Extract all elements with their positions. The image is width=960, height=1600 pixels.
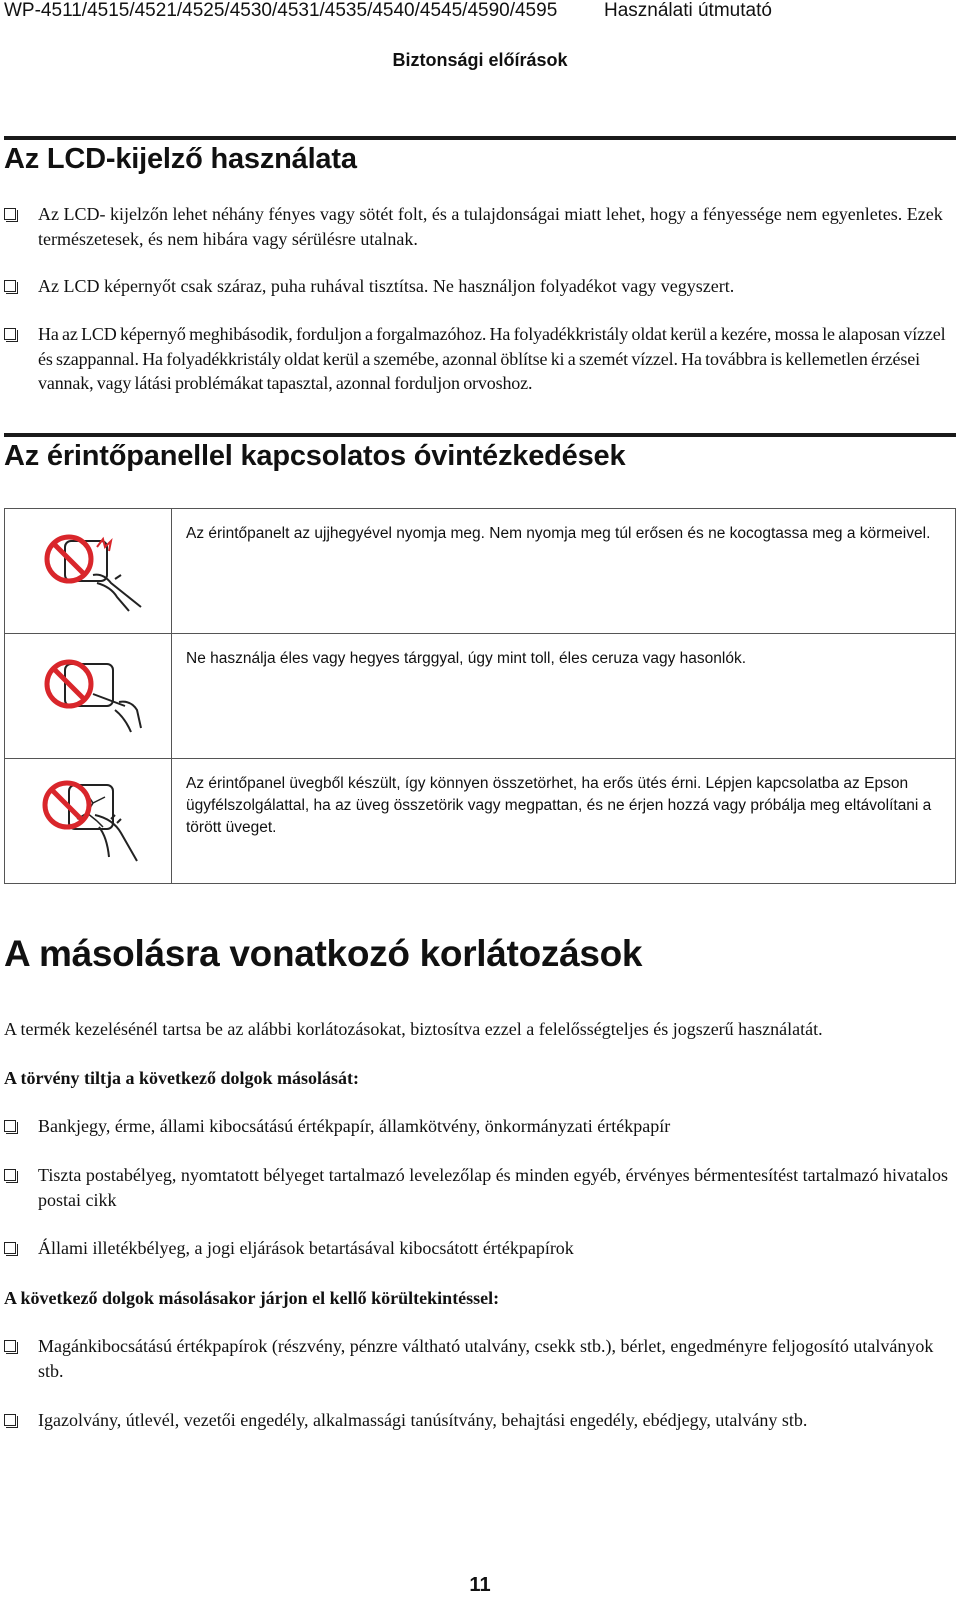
section-rule xyxy=(4,136,956,140)
lcd-bullet-1 xyxy=(4,202,956,251)
bullet-box-icon xyxy=(4,1169,16,1181)
icon-cell xyxy=(5,634,172,759)
guide-title: Használati útmutató xyxy=(604,0,772,21)
icon-cell xyxy=(5,509,172,634)
lcd-heading: Az LCD-kijelző használata xyxy=(4,143,357,175)
bullet-text: Bankjegy, érme, állami kibocsátású értékpapír, államkötvény, önkormányzati értékpapír xyxy=(38,1116,671,1136)
section-header: Biztonsági előírások xyxy=(392,50,568,70)
bullet-text: Az LCD- kijelzőn lehet néhány fényes vagy sötét folt, és a tulajdonságai miatt lehet, hogy a fényessége nem egyenletes. Ezek természetesek, és nem hibára vagy sérülésre utalnak. xyxy=(38,204,943,249)
table-row xyxy=(5,509,956,634)
row-text: Az érintőpanel üvegből készült, így könnyen összetörhet, ha erős ütés érni. Lépjen kapcsolatba az Epson ügyfélszolgálattal, ha az üveg összetörik vagy megpattan, és ne érjen hozzá vagy próbálja meg eltávolítani a törött üveget. xyxy=(172,759,956,884)
caution-item xyxy=(4,1334,956,1383)
prohibited-heading: A törvény tiltja a következő dolgok másolását: xyxy=(4,1068,359,1088)
row-text: Az érintőpanelt az ujjhegyével nyomja meg. Nem nyomja meg túl erősen és ne kocogtassa meg a körmeivel. xyxy=(172,509,956,634)
bullet-text: Igazolvány, útlevél, vezetői engedély, alkalmassági tanúsítvány, behajtási engedély, ebédjegy, utalvány stb. xyxy=(38,1410,808,1430)
lcd-bullet-3 xyxy=(4,322,956,396)
touch-heading: Az érintőpanellel kapcsolatos óvintézkedések xyxy=(4,440,626,472)
model-list: WP-4511/4515/4521/4525/4530/4531/4535/4540/4545/4590/4595 xyxy=(4,0,558,21)
lcd-bullet-2 xyxy=(4,274,956,299)
bullet-box-icon xyxy=(4,1340,16,1352)
caution-heading: A következő dolgok másolásakor járjon el kellő körültekintéssel: xyxy=(4,1288,500,1308)
section-rule xyxy=(4,433,956,437)
no-fingernail-tap-icon xyxy=(35,525,155,615)
copy-heading: A másolásra vonatkozó korlátozások xyxy=(4,933,643,974)
bullet-box-icon xyxy=(4,1242,16,1254)
bullet-box-icon xyxy=(4,1120,16,1132)
touch-warning-table xyxy=(4,508,956,884)
bullet-text: Állami illetékbélyeg, a jogi eljárások betartásával kibocsátott értékpapírok xyxy=(38,1238,574,1258)
bullet-text: Ha az LCD képernyő meghibásodik, forduljon a forgalmazóhoz. Ha folyadékkristály oldat kerül a kezére, mossa le alaposan vízzel és szappannal. Ha folyadékkristály oldat kerül a szemébe, azonnal öblítse ki a szemét vízzel. Ha továbbra is kellemetlen érzései vannak, vagy látási problémákat tapasztal, azonnal forduljon orvoshoz. xyxy=(38,324,946,393)
row-text: Ne használja éles vagy hegyes tárggyal, úgy mint toll, éles ceruza vagy hasonlók. xyxy=(172,634,956,759)
table-row xyxy=(5,759,956,884)
prohibited-item xyxy=(4,1163,956,1212)
prohibited-item xyxy=(4,1236,956,1261)
bullet-box-icon xyxy=(4,1414,16,1426)
copy-intro: A termék kezelésénél tartsa be az alábbi korlátozásokat, biztosítva ezzel a felelősségteljes és jogszerű használatát. xyxy=(4,1019,823,1039)
icon-cell xyxy=(5,759,172,884)
running-header xyxy=(4,0,956,24)
table-row xyxy=(5,634,956,759)
bullet-box-icon xyxy=(4,328,16,340)
bullet-text: Az LCD képernyőt csak száraz, puha ruhával tisztítsa. Ne használjon folyadékot vagy vegyszert. xyxy=(38,276,735,296)
bullet-box-icon xyxy=(4,208,16,220)
bullet-text: Tiszta postabélyeg, nyomtatott bélyeget tartalmazó levelezőlap és minden egyéb, érvényes bérmentesítést tartalmazó hivatalos postai cikk xyxy=(38,1165,949,1210)
bullet-text: Magánkibocsátású értékpapírok (részvény, pénzre váltható utalvány, csekk stb.), bérlet, engedményre feljogosító utalványok stb. xyxy=(38,1336,934,1381)
prohibited-item xyxy=(4,1114,956,1139)
caution-item xyxy=(4,1408,956,1433)
no-sharp-object-icon xyxy=(35,650,155,740)
no-broken-glass-icon xyxy=(35,775,155,865)
bullet-box-icon xyxy=(4,280,16,292)
page-number: 11 xyxy=(469,1574,491,1596)
